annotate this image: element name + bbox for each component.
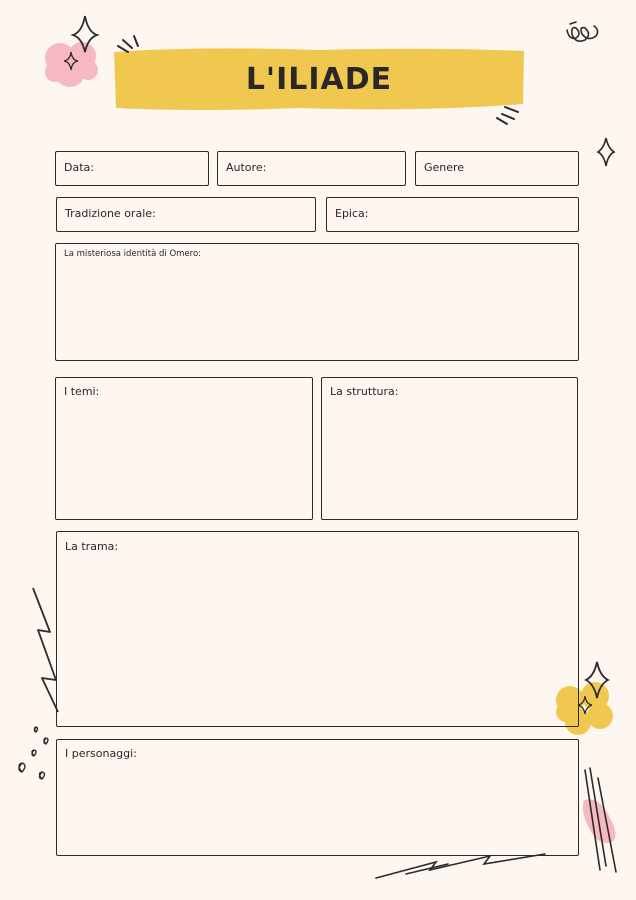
- pink-flower-icon: [45, 42, 98, 87]
- hearts-icon: [19, 727, 48, 779]
- page-title: L'ILIADE: [245, 62, 393, 97]
- personaggi-label: I personaggi:: [65, 747, 137, 760]
- omero-label: La misteriosa identità di Omero:: [64, 249, 202, 259]
- sparkle-icon: [598, 138, 614, 166]
- temi-field[interactable]: [55, 377, 313, 520]
- data-field[interactable]: [55, 151, 209, 186]
- data-label: Data:: [64, 161, 94, 174]
- personaggi-field[interactable]: [56, 739, 579, 856]
- tradizione-orale-field[interactable]: [56, 197, 316, 232]
- genere-label: Genere: [424, 161, 465, 174]
- trama-field[interactable]: [56, 531, 579, 727]
- autore-field[interactable]: [217, 151, 406, 186]
- tradizione-orale-label: Tradizione orale:: [65, 207, 156, 220]
- autore-label: Autore:: [226, 161, 267, 174]
- struttura-field[interactable]: [321, 377, 578, 520]
- omero-field[interactable]: [55, 243, 579, 361]
- struttura-label: La struttura:: [330, 385, 399, 398]
- trama-label: La trama:: [65, 540, 119, 553]
- epica-label: Epica:: [335, 207, 369, 220]
- temi-label: I temi:: [64, 385, 100, 398]
- epica-field[interactable]: [326, 197, 579, 232]
- lightning-bolt-icon: [33, 588, 58, 712]
- swirl-icon: [567, 22, 598, 41]
- genere-field[interactable]: [415, 151, 579, 186]
